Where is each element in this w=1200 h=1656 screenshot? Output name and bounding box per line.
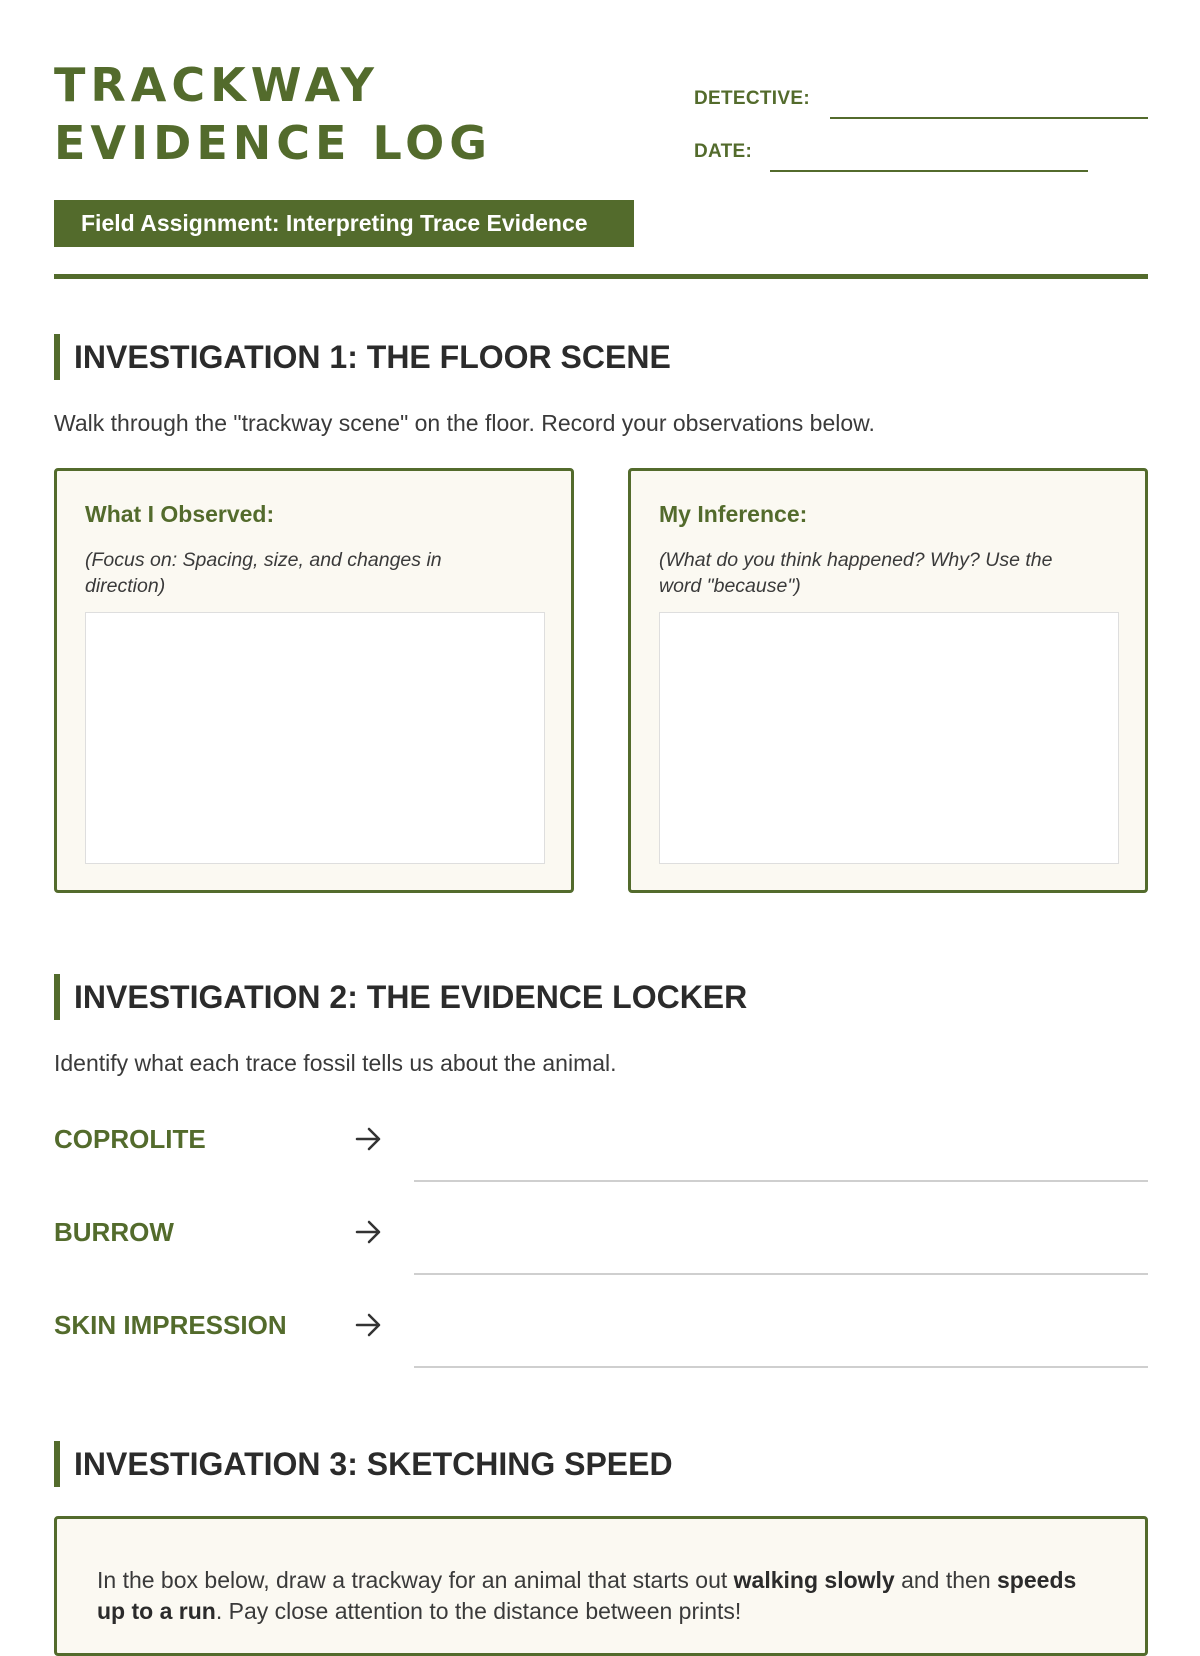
- detective-label: DETECTIVE:: [694, 88, 810, 109]
- trace-label: BURROW: [54, 1217, 174, 1247]
- investigation-2-intro: Identify what each trace fossil tells us about the animal.: [54, 1050, 617, 1076]
- observed-title: What I Observed:: [85, 501, 275, 527]
- date-label: DATE:: [694, 141, 753, 162]
- date-field[interactable]: [770, 170, 1088, 172]
- detective-row: [694, 80, 810, 110]
- investigation-1-heading: INVESTIGATION 1: THE FLOOR SCENE: [54, 334, 671, 380]
- arrow-right-icon: [355, 1217, 383, 1247]
- sketch-text-part: and then: [894, 1567, 998, 1593]
- date-row: [694, 133, 752, 163]
- investigation-2-heading: INVESTIGATION 2: THE EVIDENCE LOCKER: [54, 974, 747, 1020]
- trace-label: SKIN IMPRESSION: [54, 1310, 287, 1340]
- inference-hint: (What do you think happened? Why? Use the word "because"): [659, 549, 1053, 597]
- investigation-3-heading: INVESTIGATION 3: SKETCHING SPEED: [54, 1441, 673, 1487]
- burrow-answer-line[interactable]: [414, 1273, 1148, 1275]
- inference-title: My Inference:: [659, 501, 808, 527]
- arrow-right-icon: [355, 1124, 383, 1154]
- trace-row-coprolite: [54, 1124, 1148, 1184]
- observed-card: [54, 468, 574, 893]
- title-line-2: EVIDENCE LOG: [54, 116, 492, 170]
- investigation-1-intro: Walk through the "trackway scene" on the floor. Record your observations below.: [54, 410, 875, 436]
- header-divider: [54, 274, 1148, 279]
- trace-label: COPROLITE: [54, 1124, 206, 1154]
- inference-card: [628, 468, 1148, 893]
- sketch-text-part: In the box below, draw a trackway for an animal that starts out: [97, 1567, 734, 1593]
- sketch-instructions-box: [54, 1516, 1148, 1656]
- arrow-right-icon: [355, 1310, 383, 1340]
- assignment-banner: Field Assignment: Interpreting Trace Evidence: [54, 200, 634, 247]
- observed-answer-box[interactable]: [85, 612, 545, 864]
- trace-row-skin-impression: [54, 1310, 1148, 1370]
- title-line-1: TRACKWAY: [54, 58, 379, 112]
- sketch-emphasis-walking: walking slowly: [733, 1567, 895, 1593]
- inference-answer-box[interactable]: [659, 612, 1119, 864]
- detective-field[interactable]: [830, 117, 1148, 119]
- sketch-instructions: [97, 1565, 1097, 1627]
- skin-impression-answer-line[interactable]: [414, 1366, 1148, 1368]
- trace-row-burrow: [54, 1217, 1148, 1277]
- coprolite-answer-line[interactable]: [414, 1180, 1148, 1182]
- sketch-text-part: . Pay close attention to the distance between prints!: [215, 1598, 742, 1624]
- worksheet-title: [54, 56, 492, 172]
- observed-hint: (Focus on: Spacing, size, and changes in direction): [85, 549, 442, 597]
- sketch-emphasis-running: speeds up to a run: [97, 1567, 1077, 1624]
